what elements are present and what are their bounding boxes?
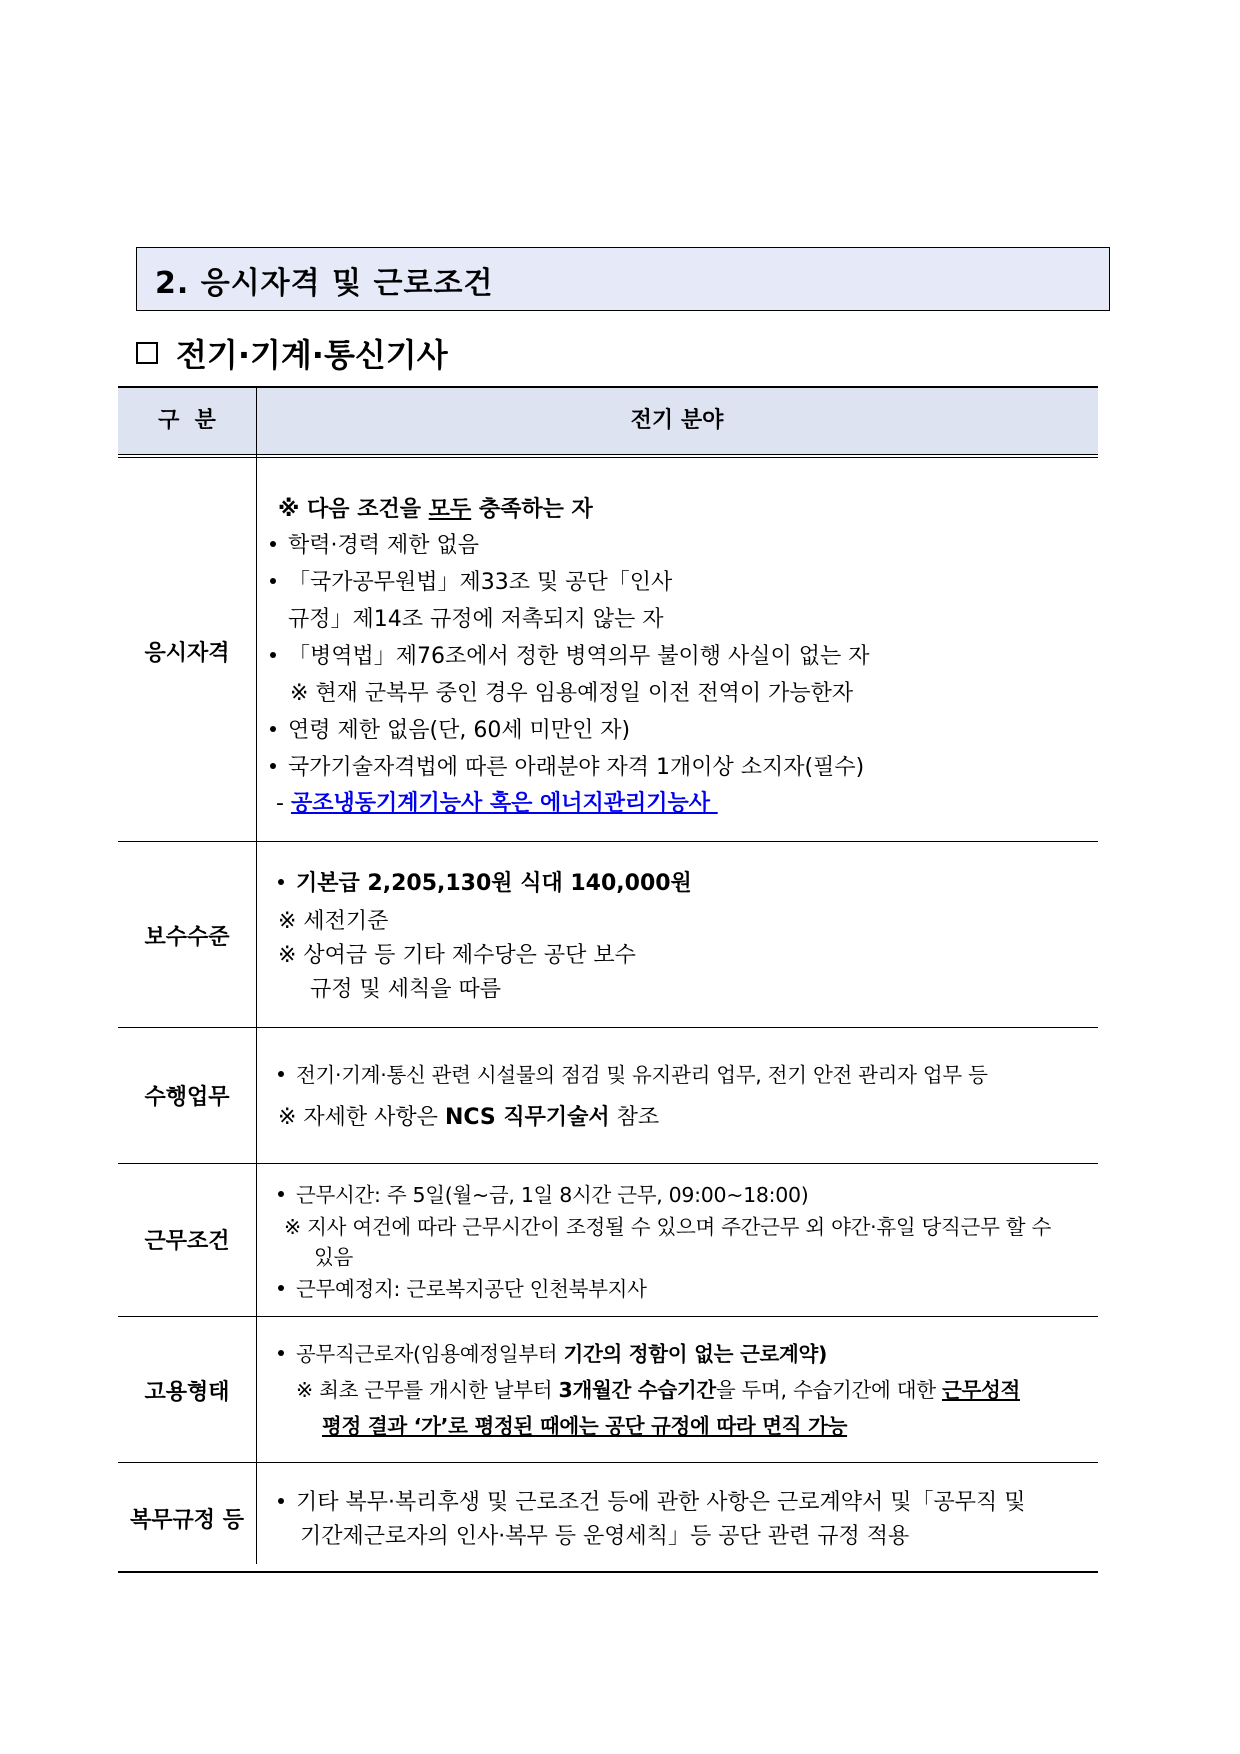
row-qualifications	[118, 458, 1098, 842]
bullet-icon	[278, 1350, 284, 1356]
condition-intro: ※ 다음 조건을 모두 충족하는 자	[278, 497, 593, 522]
list-item: 국가기술자격법에 따른 아래분야 자격 1개이상 소지자(필수)	[270, 750, 864, 781]
row-label: 고용형태	[144, 1380, 230, 1405]
list-item: 공무직근로자(임용예정일부터 기간의 정함이 없는 근로계약)	[278, 1337, 827, 1367]
note-continued: 있음	[314, 1245, 354, 1269]
note: ※ 상여금 등 기타 제수당은 공단 보수	[278, 943, 636, 968]
bullet-icon	[270, 541, 276, 547]
bullet-icon	[270, 652, 276, 658]
note: ※ 현재 군복무 중인 경우 임용예정일 이전 전역이 가능한자	[290, 681, 854, 706]
row-service-rules	[118, 1463, 1098, 1573]
note: ※ 지사 여건에 따라 근무시간이 조정될 수 있으며 주간근무 외 야간·휴일 당직근무 할 수	[284, 1215, 1052, 1239]
row-salary	[118, 842, 1098, 1028]
table-header	[118, 386, 1098, 454]
note: ※ 최초 근무를 개시한 날부터 3개월간 수습기간을 두며, 수습기간에 대한 근무성적	[296, 1378, 1020, 1402]
bullet-icon	[278, 879, 284, 885]
list-item: 「국가공무원법」제33조 및 공단「인사	[270, 565, 672, 596]
row-label: 수행업무	[144, 1085, 230, 1110]
row-duties	[118, 1028, 1098, 1164]
bullet-icon	[278, 1191, 284, 1197]
bullet-icon	[270, 726, 276, 732]
note: ※ 자세한 사항은 NCS 직무기술서 참조	[278, 1105, 660, 1130]
list-item-continued: 규정」제14조 규정에 저촉되지 않는 자	[288, 607, 664, 632]
header-field: 전기 분야	[630, 408, 724, 433]
bullet-icon	[278, 1285, 284, 1291]
row-label: 복무규정 등	[130, 1508, 244, 1533]
list-item: 학력·경력 제한 없음	[270, 528, 479, 559]
list-item: 연령 제한 없음(단, 60세 미만인 자)	[270, 713, 630, 744]
section-header-box	[136, 247, 1110, 311]
bullet-icon	[270, 578, 276, 584]
bullet-icon	[270, 763, 276, 769]
list-item: 전기·기계·통신 관련 시설물의 점검 및 유지관리 업무, 전기 안전 관리자 업무 등	[278, 1058, 988, 1088]
bullet-icon	[278, 1498, 284, 1504]
subheading-text: 전기·기계·통신기사	[176, 336, 448, 374]
certificate-requirement: - 공조냉동기계기능사 혹은 에너지관리기능사	[276, 791, 718, 816]
bullet-icon	[278, 1071, 284, 1077]
note-continued: 규정 및 세칙을 따름	[310, 977, 501, 1002]
list-item: 근무예정지: 근로복지공단 인천북부지사	[278, 1272, 647, 1302]
row-employment	[118, 1317, 1098, 1463]
certificate-link[interactable]: 공조냉동기계기능사 혹은 에너지관리기능사	[290, 791, 718, 816]
list-item: 기타 복무·복리후생 및 근로조건 등에 관한 사항은 근로계약서 및「공무직 및	[278, 1485, 1026, 1516]
list-item: 「병역법」제76조에서 정한 병역의무 불이행 사실이 없는 자	[270, 639, 870, 670]
list-item: 근무시간: 주 5일(월~금, 1일 8시간 근무, 09:00~18:00)	[278, 1178, 808, 1208]
row-label: 보수수준	[144, 925, 230, 950]
row-conditions	[118, 1164, 1098, 1317]
section-title: 2. 응시자격 및 근로조건	[155, 266, 494, 301]
row-label: 근무조건	[144, 1229, 230, 1254]
list-item: 기본급 2,205,130원 식대 140,000원	[278, 866, 692, 897]
note-continued: 평정 결과 ‘가’로 평정된 때에는 공단 규정에 따라 면직 가능	[322, 1414, 848, 1438]
header-category: 구 분	[158, 408, 216, 433]
row-label: 응시자격	[144, 641, 230, 666]
subheading	[136, 330, 448, 376]
list-item-continued: 기간제근로자의 인사·복무 등 운영세칙」등 공단 관련 규정 적용	[300, 1524, 910, 1549]
note: ※ 세전기준	[278, 909, 389, 934]
checkbox-square-icon	[136, 342, 158, 364]
